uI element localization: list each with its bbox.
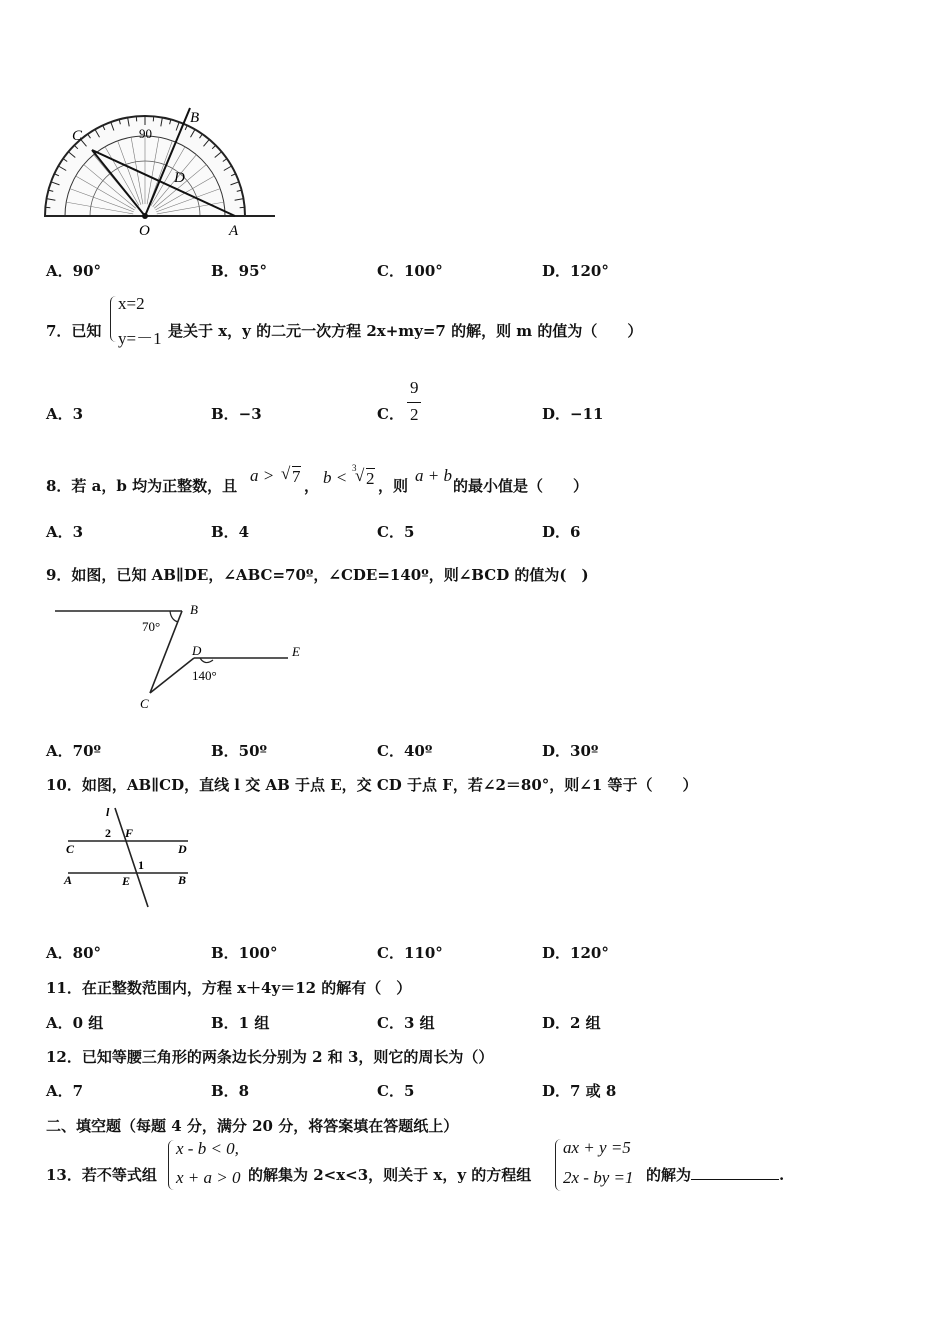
q8-prefix: 8．若 a，b 均为正整数，且 <box>46 477 238 495</box>
q8-mid: ，则 <box>378 477 409 495</box>
q6-option-a[interactable]: A．90° <box>46 262 102 280</box>
q13-end: . <box>779 1166 785 1184</box>
fig10-label-b: B <box>178 873 187 887</box>
fig9-label-c: C <box>140 696 149 711</box>
fig9-label-d: D <box>192 643 202 658</box>
q13-prefix: 13．若不等式组 <box>46 1166 157 1184</box>
fig9-label-b: B <box>190 602 198 617</box>
q7-prefix: 7．已知 <box>46 322 102 340</box>
q9-option-b[interactable]: B．50º <box>211 742 268 760</box>
label-o: O <box>139 223 150 239</box>
q8-sep: ， <box>304 477 320 495</box>
q10-option-b[interactable]: B．100° <box>211 944 278 962</box>
q6-option-c[interactable]: C．100° <box>377 262 443 280</box>
q13-ineq1: x - b < 0, <box>176 1139 239 1158</box>
q10-option-c[interactable]: C．110° <box>377 944 443 962</box>
protractor-figure <box>40 100 285 240</box>
q9-option-d[interactable]: D．30º <box>542 742 599 760</box>
q8-cond2-lhs: b < <box>323 468 348 487</box>
q8-option-c[interactable]: C．5 <box>377 523 415 541</box>
q8-cond1-lhs: a > <box>250 466 275 485</box>
q13-suffix: 的解为 <box>646 1166 692 1184</box>
q7-option-d[interactable]: D．−11 <box>542 405 604 423</box>
q10-option-a[interactable]: A．80° <box>46 944 102 962</box>
q6-option-d[interactable]: D．120° <box>542 262 609 280</box>
q10-figure <box>60 802 200 912</box>
fig9-angle-70: 70° <box>142 619 161 634</box>
fig9-angle-140: 140° <box>192 668 217 683</box>
q8-cond2-rad: 2 <box>366 469 375 488</box>
q9-option-c[interactable]: C．40º <box>377 742 433 760</box>
label-90: 90 <box>139 126 152 141</box>
label-a: A <box>229 223 239 239</box>
sqrt-icon: √ <box>281 464 291 483</box>
q7-frac-num: 9 <box>410 378 419 397</box>
q13-ineq2: x + a > 0 <box>176 1168 241 1187</box>
q13-eq1: ax + y =5 <box>563 1138 631 1157</box>
q8-expr: a + b <box>415 466 452 485</box>
section-title: 二、填空题（每题 4 分，满分 20 分，将答案填在答题纸上） <box>46 1117 459 1135</box>
q6-option-b[interactable]: B．95° <box>211 262 268 280</box>
fig10-label-a: A <box>64 873 73 887</box>
q7-option-b[interactable]: B．−3 <box>211 405 262 423</box>
fig10-label-c: C <box>66 842 75 856</box>
q8-option-a[interactable]: A．3 <box>46 523 84 541</box>
q12-option-b[interactable]: B．8 <box>211 1082 250 1100</box>
q7-option-a[interactable]: A．3 <box>46 405 84 423</box>
q10-option-d[interactable]: D．120° <box>542 944 609 962</box>
q7-brace <box>110 296 117 342</box>
q8-cond1-rad: 7 <box>292 467 301 486</box>
q8-option-b[interactable]: B．4 <box>211 523 250 541</box>
q7-suffix: 是关于 x，y 的二元一次方程 2x+my=7 的解，则 m 的值为（ ） <box>168 322 643 340</box>
q11-option-a[interactable]: A．0 组 <box>46 1014 104 1032</box>
q7-sys-line2: y=－1 <box>118 329 162 348</box>
q13-mid: 的解集为 2<x<3，则关于 x，y 的方程组 <box>248 1166 532 1184</box>
q11-option-b[interactable]: B．1 组 <box>211 1014 270 1032</box>
q11-text: 11．在正整数范围内，方程 x＋4y＝12 的解有（ ） <box>46 979 412 997</box>
q8-cond2-idx: 3 <box>352 463 357 473</box>
fig9-label-e: E <box>292 644 300 659</box>
q7-sys-line1: x=2 <box>118 294 145 313</box>
q8-suffix: 的最小值是（ ） <box>453 477 589 495</box>
fig10-label-l: l <box>106 805 110 819</box>
label-c: C <box>72 128 83 144</box>
q7-option-c[interactable]: C． <box>377 405 404 423</box>
q9-text: 9．如图，已知 AB∥DE，∠ABC=70º，∠CDE=140º，则∠BCD 的值为( ) <box>46 566 589 584</box>
q12-option-c[interactable]: C．5 <box>377 1082 415 1100</box>
q8-option-d[interactable]: D．6 <box>542 523 581 541</box>
q12-option-a[interactable]: A．7 <box>46 1082 84 1100</box>
q7-frac-den: 2 <box>410 405 419 424</box>
q13-eq2: 2x - by =1 <box>563 1168 634 1187</box>
label-b: B <box>190 110 200 126</box>
fig10-label-f: F <box>125 826 134 840</box>
q10-text: 10．如图，AB∥CD，直线 l 交 AB 于点 E，交 CD 于点 F，若∠2＝80°，则∠1 等于（ ） <box>46 776 698 794</box>
q12-text: 12．已知等腰三角形的两条边长分别为 2 和 3，则它的周长为（） <box>46 1048 494 1066</box>
q13-suffix-line <box>646 1164 784 1185</box>
q7-frac-bar <box>407 402 421 403</box>
q11-option-d[interactable]: D．2 组 <box>542 1014 601 1032</box>
q9-figure <box>50 598 320 718</box>
q13-brace-2 <box>555 1139 562 1191</box>
fig10-label-1: 1 <box>138 858 144 872</box>
q11-option-c[interactable]: C．3 组 <box>377 1014 435 1032</box>
fig10-label-e: E <box>122 874 131 888</box>
cube-root-icon: √ <box>355 466 365 485</box>
q13-answer-blank[interactable] <box>691 1165 779 1180</box>
fig10-label-2: 2 <box>105 826 111 840</box>
fig10-label-d: D <box>178 842 187 856</box>
label-d: D <box>174 170 185 186</box>
q13-brace-1 <box>168 1140 175 1190</box>
q9-option-a[interactable]: A．70º <box>46 742 102 760</box>
q12-option-d[interactable]: D．7 或 8 <box>542 1082 617 1100</box>
